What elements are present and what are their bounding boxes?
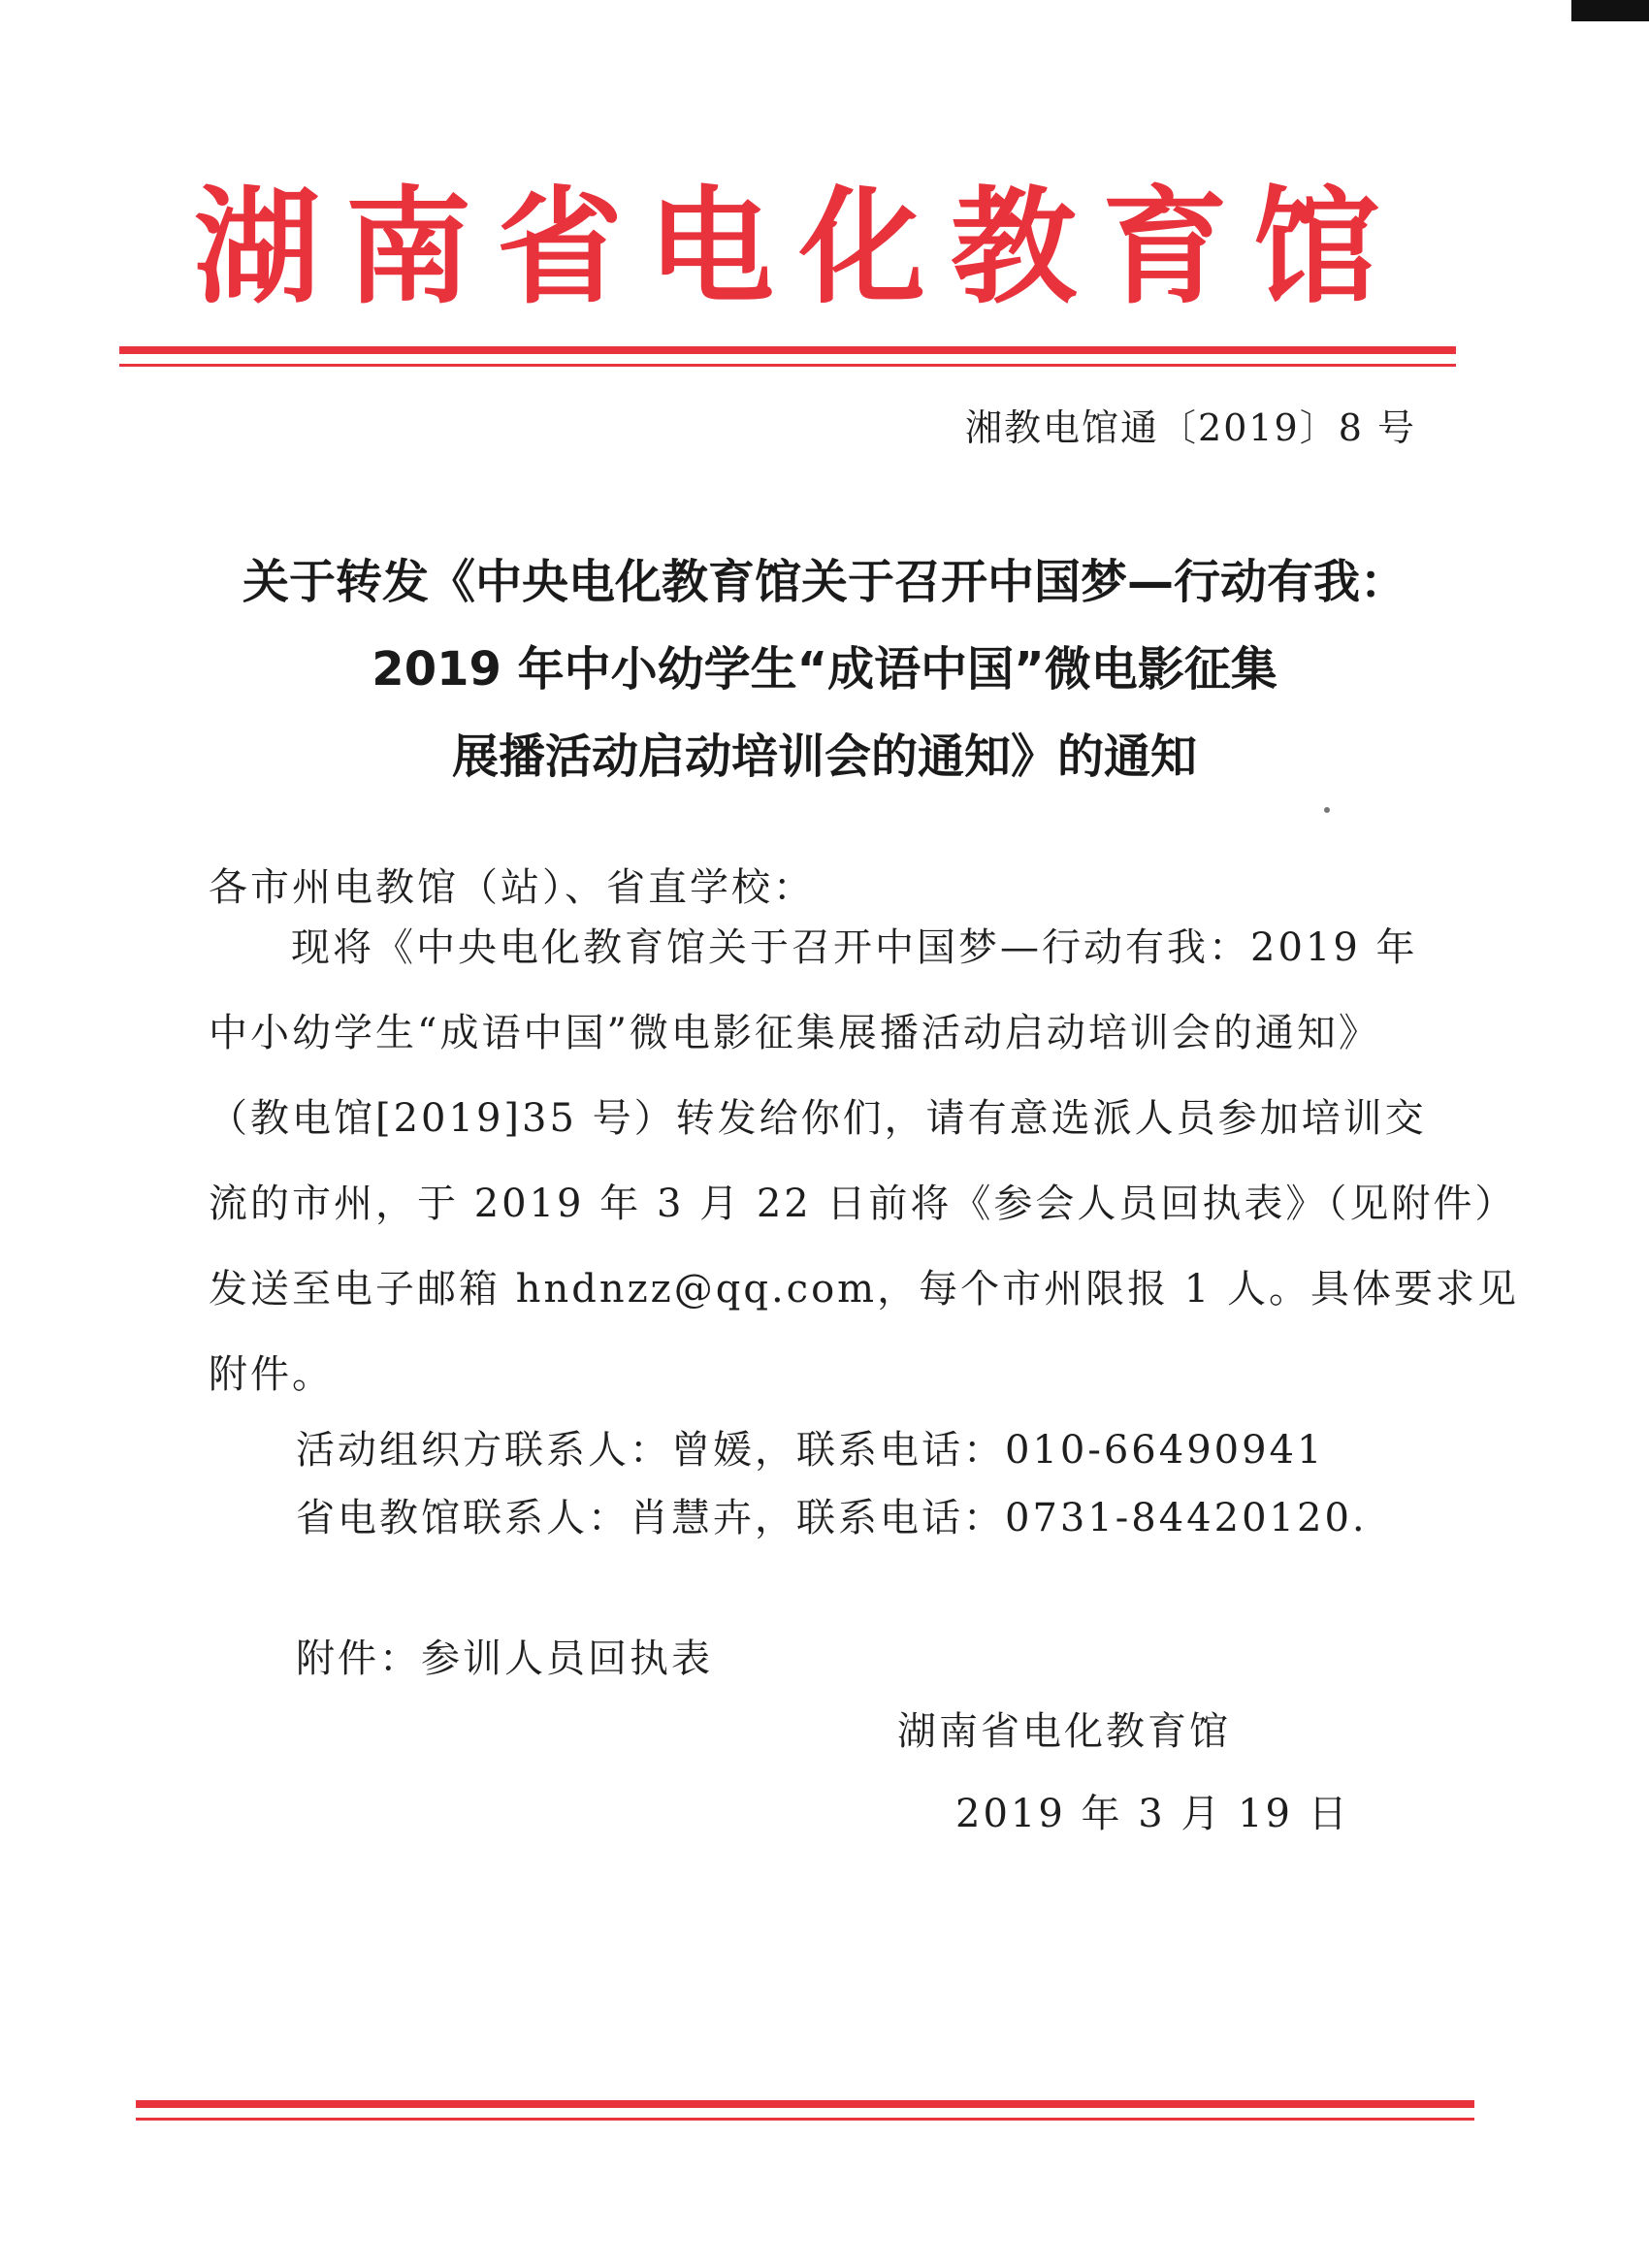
body-line-6: 附件。 [209, 1352, 334, 1397]
scan-corner-mark [1571, 0, 1649, 21]
footer-rule-thick [136, 2100, 1474, 2108]
title-line-1: 关于转发《中央电化教育馆关于召开中国梦—行动有我： [242, 555, 1406, 609]
title-line-2: 2019 年中小幼学生“成语中国”微电影征集 [372, 642, 1277, 697]
letterhead-rule-thin [119, 364, 1456, 367]
document-title [146, 538, 1504, 800]
body-line-5: 发送至电子邮箱 hndnzz@qq.com，每个市州限报 1 人。具体要求见 [209, 1267, 1519, 1312]
body-line-4: 流的市州，于 2019 年 3 月 22 日前将《参会人员回执表》（见附件） [209, 1182, 1517, 1226]
body-line-2: 中小幼学生“成语中国”微电影征集展播活动启动培训会的通知》 [209, 1011, 1380, 1055]
signature-date: 2019 年 3 月 19 日 [955, 1792, 1350, 1836]
attachment-note: 附件：参训人员回执表 [296, 1636, 713, 1681]
contact-provincial: 省电教馆联系人：肖慧卉，联系电话：0731-84420120. [296, 1496, 1368, 1540]
body-line-1: 现将《中央电化教育馆关于召开中国梦—行动有我：2019 年 [291, 925, 1418, 970]
letterhead-org-name: 湖南省电化教育馆 [194, 174, 1406, 321]
body-line-3: （教电馆[2019]35 号）转发给你们，请有意选派人员参加培训交 [209, 1096, 1427, 1141]
salutation: 各市州电教馆（站）、省直学校： [209, 865, 815, 910]
scan-speck [1324, 807, 1330, 813]
contact-organizer: 活动组织方联系人：曾媛，联系电话：010-66490941 [296, 1428, 1325, 1473]
footer-rule-thin [136, 2118, 1474, 2121]
signature-org: 湖南省电化教育馆 [897, 1709, 1231, 1754]
letterhead-rule-thick [119, 346, 1456, 354]
document-number: 湘教电馆通〔2019〕8 号 [965, 406, 1416, 449]
title-line-3: 展播活动启动培训会的通知》的通知 [451, 729, 1197, 784]
